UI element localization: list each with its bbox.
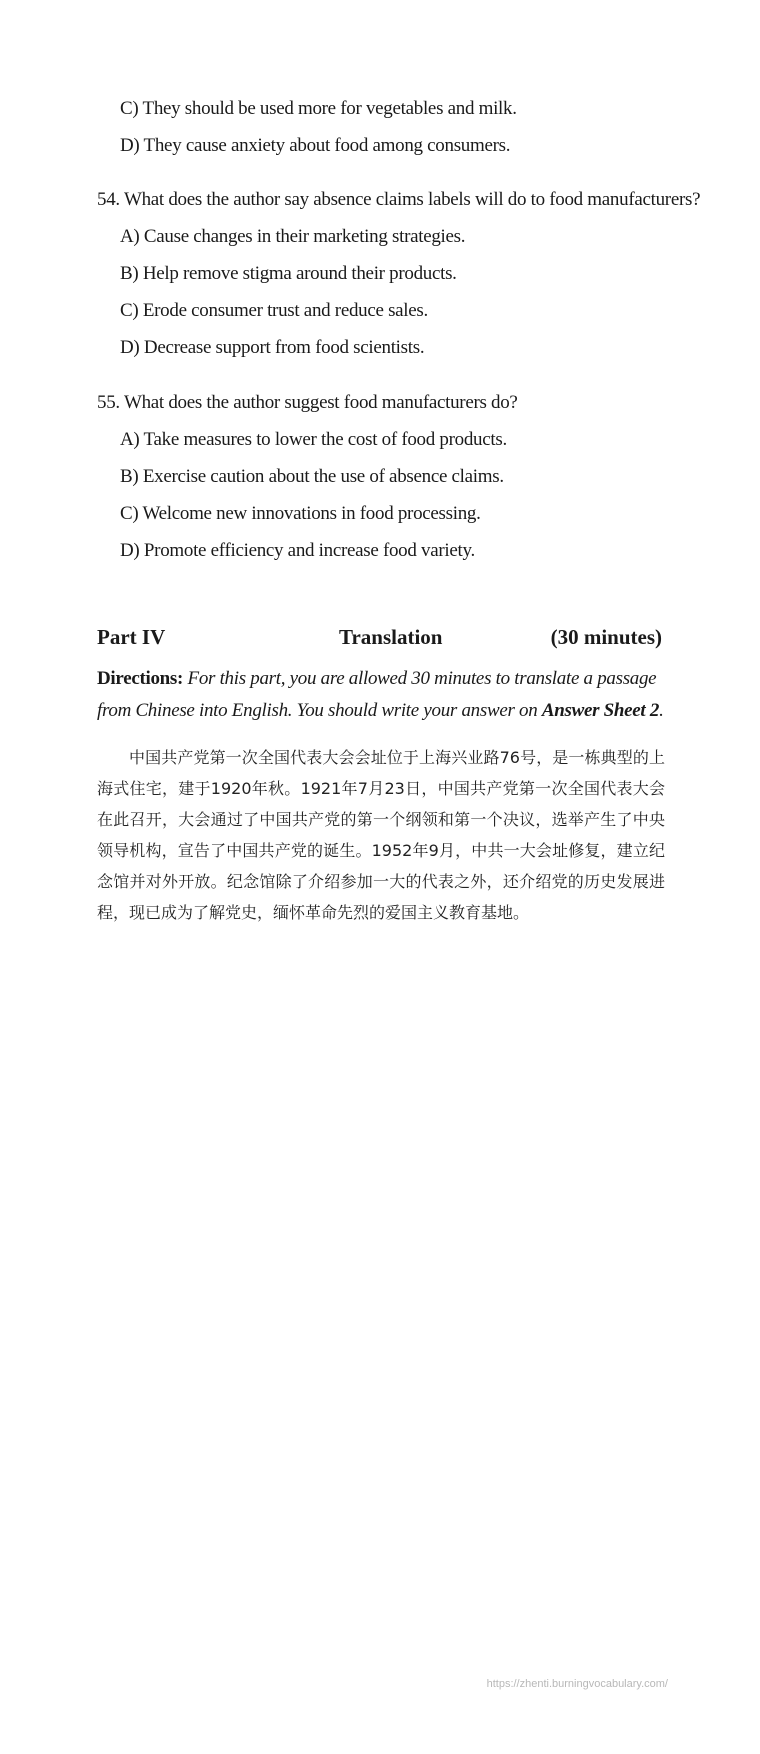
translation-passage: 中国共产党第一次全国代表大会会址位于上海兴业路76号，是一栋典型的上海式住宅，建于1920年秋。1921年7月23日，中国共产党第一次全国代表大会在此召开，大会通过了中国共产党的第一个纲领和第一个决议，选举产生了中央领导机构，宣告了中国共产党的诞生。1952年9月，中共一大会址修复，建立纪念馆并对外开放。纪念馆除了介绍参加一大的代表之外，还介绍党的历史发展进程，现已成为了解党史，缅怀革命先烈的爱国主义教育基地。 [97,748,665,922]
q55-stem: 55. What does the author suggest food manufacturers do? [97,392,518,413]
q55-option-d: D) Promote efficiency and increase food variety. [120,540,475,561]
q53-option-d: D) They cause anxiety about food among consumers. [120,135,511,156]
part-label: Part IV [97,625,166,649]
part-time: (30 minutes) [550,625,662,649]
q55-option-b: B) Exercise caution about the use of absence claims. [120,466,504,487]
answer-sheet-ref: Answer Sheet 2 [541,700,660,721]
q55-option-a: A) Take measures to lower the cost of food products. [120,429,507,450]
q55-option-c: C) Welcome new innovations in food processing. [120,503,481,524]
q54-option-c: C) Erode consumer trust and reduce sales. [120,300,428,321]
part-header [97,622,662,652]
part-title: Translation [339,625,443,649]
directions-end: . [659,700,664,721]
directions-label: Directions: [97,668,184,689]
q53-option-c: C) They should be used more for vegetables and milk. [120,98,517,119]
directions-text: For this part, you are allowed 30 minutes to translate a passage from Chinese into English. You should write your answer on [97,668,657,721]
directions [97,663,667,727]
q54-stem: 54. What does the author say absence claims labels will do to food manufacturers? [97,189,701,210]
q54-option-a: A) Cause changes in their marketing strategies. [120,226,466,247]
q54-option-d: D) Decrease support from food scientists. [120,337,425,358]
source-watermark: https://zhenti.burningvocabulary.com/ [486,1678,668,1690]
q54-option-b: B) Help remove stigma around their products. [120,263,457,284]
